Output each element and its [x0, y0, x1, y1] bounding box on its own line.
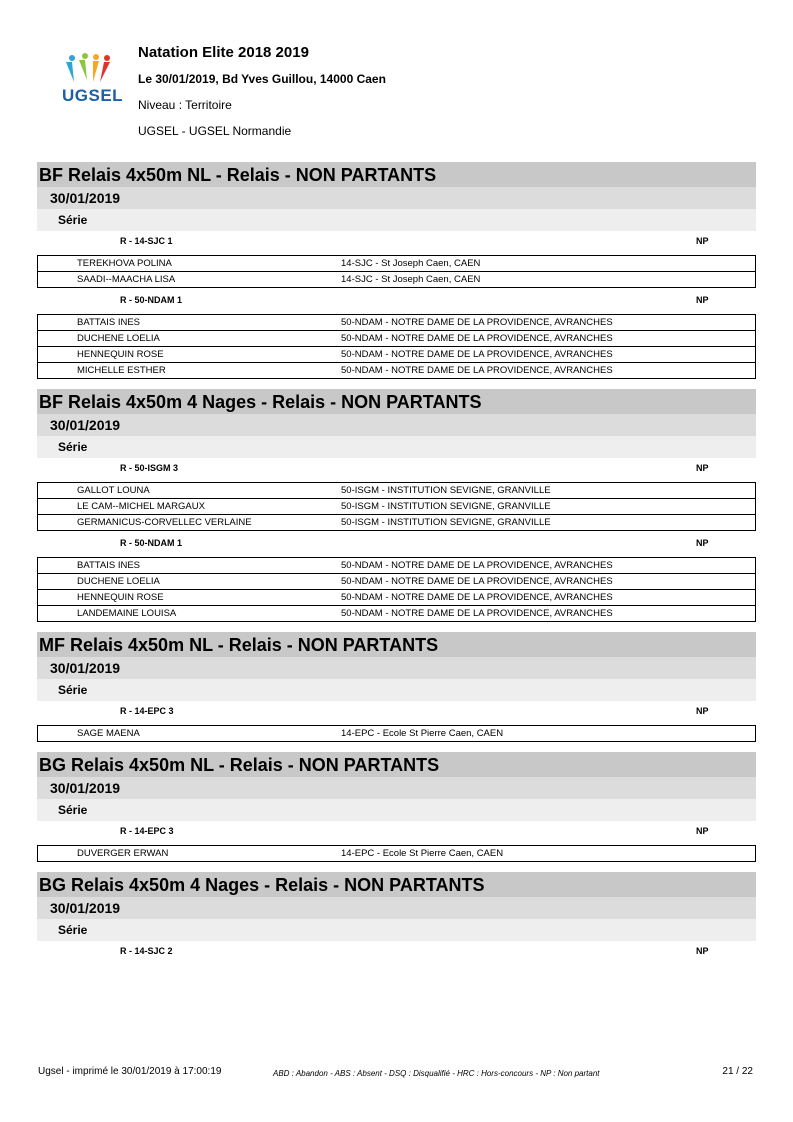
swimmer-club: 50-NDAM - NOTRE DAME DE LA PROVIDENCE, AVRANCHES	[341, 608, 613, 619]
event-title: MF Relais 4x50m NL - Relais - NON PARTANTS	[37, 632, 756, 657]
event-date: 30/01/2019	[37, 187, 756, 209]
swimmer-name: DUCHENE LOELIA	[77, 333, 160, 344]
swimmer-club: 50-NDAM - NOTRE DAME DE LA PROVIDENCE, AVRANCHES	[341, 317, 613, 328]
swimmer-club: 14-SJC - St Joseph Caen, CAEN	[341, 274, 481, 285]
event-title: BG Relais 4x50m 4 Nages - Relais - NON PARTANTS	[37, 872, 756, 897]
logo-text: UGSEL	[62, 86, 124, 105]
event-date: 30/01/2019	[37, 414, 756, 436]
team-row	[37, 821, 756, 845]
team-row	[37, 458, 756, 482]
swimmer-club: 50-NDAM - NOTRE DAME DE LA PROVIDENCE, AVRANCHES	[341, 560, 613, 571]
team-result: NP	[696, 236, 709, 246]
swimmer-row	[38, 558, 755, 573]
swimmer-name: MICHELLE ESTHER	[77, 365, 166, 376]
swimmer-club: 50-NDAM - NOTRE DAME DE LA PROVIDENCE, AVRANCHES	[341, 365, 613, 376]
swimmer-name: SAGE MAENA	[77, 728, 140, 739]
team-name: R - 14-SJC 1	[120, 236, 173, 246]
competition-title: Natation Elite 2018 2019	[138, 44, 309, 61]
swimmer-club: 14-EPC - Ecole St Pierre Caen, CAEN	[341, 728, 504, 739]
team-name: R - 50-ISGM 3	[120, 463, 179, 473]
page-header	[0, 0, 793, 160]
event-date: 30/01/2019	[37, 657, 756, 679]
swimmer-name: GERMANICUS-CORVELLEC VERLAINE	[77, 517, 252, 528]
team-row	[37, 231, 756, 255]
swimmer-name: HENNEQUIN ROSE	[77, 349, 164, 360]
swimmer-row	[38, 330, 755, 346]
event-title: BF Relais 4x50m NL - Relais - NON PARTANTS	[37, 162, 756, 187]
swimmer-row	[38, 362, 755, 378]
event-serie: Série	[37, 436, 756, 458]
event-serie: Série	[37, 799, 756, 821]
swimmer-name: DUVERGER ERWAN	[77, 848, 169, 859]
team-result: NP	[696, 538, 709, 548]
swimmer-table	[37, 255, 756, 288]
swimmer-row	[38, 271, 755, 287]
competition-level: Niveau : Territoire	[138, 98, 232, 112]
swimmer-club: 50-NDAM - NOTRE DAME DE LA PROVIDENCE, AVRANCHES	[341, 333, 613, 344]
swimmer-row	[38, 346, 755, 362]
swimmer-club: 50-NDAM - NOTRE DAME DE LA PROVIDENCE, AVRANCHES	[341, 349, 613, 360]
results-content	[37, 162, 756, 975]
swimmer-table	[37, 557, 756, 622]
swimmer-name: SAADI--MAACHA LISA	[77, 274, 176, 285]
event-block	[37, 872, 756, 965]
team-row	[37, 941, 756, 965]
swimmer-name: BATTAIS INES	[77, 317, 140, 328]
swimmer-name: GALLOT LOUNA	[77, 485, 150, 496]
event-title: BF Relais 4x50m 4 Nages - Relais - NON PARTANTS	[37, 389, 756, 414]
team-result: NP	[696, 826, 709, 836]
team-row	[37, 701, 756, 725]
swimmer-row	[38, 726, 755, 741]
swimmer-table	[37, 845, 756, 862]
event-block	[37, 389, 756, 622]
swimmer-club: 50-NDAM - NOTRE DAME DE LA PROVIDENCE, AVRANCHES	[341, 576, 613, 587]
team-result: NP	[696, 706, 709, 716]
team-result: NP	[696, 295, 709, 305]
team-result: NP	[696, 946, 709, 956]
swimmer-row	[38, 498, 755, 514]
swimmer-row	[38, 846, 755, 861]
competition-date-place: Le 30/01/2019, Bd Yves Guillou, 14000 Caen	[138, 72, 386, 86]
team-name: R - 14-SJC 2	[120, 946, 173, 956]
event-serie: Série	[37, 679, 756, 701]
swimmer-row	[38, 256, 755, 271]
event-date: 30/01/2019	[37, 777, 756, 799]
swimmer-table	[37, 725, 756, 742]
footer-page-number: 21 / 22	[722, 1066, 753, 1077]
event-serie: Série	[37, 919, 756, 941]
swimmer-club: 50-ISGM - INSTITUTION SEVIGNE, GRANVILLE	[341, 485, 551, 496]
swimmer-table	[37, 482, 756, 531]
event-block	[37, 632, 756, 742]
team-name: R - 14-EPC 3	[120, 706, 174, 716]
team-name: R - 50-NDAM 1	[120, 538, 183, 548]
footer-printed: Ugsel - imprimé le 30/01/2019 à 17:00:19	[38, 1066, 222, 1077]
event-block	[37, 162, 756, 379]
swimmer-row	[38, 514, 755, 530]
swimmer-name: BATTAIS INES	[77, 560, 140, 571]
swimmer-row	[38, 315, 755, 330]
swimmer-row	[38, 573, 755, 589]
team-name: R - 14-EPC 3	[120, 826, 174, 836]
swimmer-row	[38, 589, 755, 605]
swimmer-name: HENNEQUIN ROSE	[77, 592, 164, 603]
swimmer-name: LE CAM--MICHEL MARGAUX	[77, 501, 205, 512]
team-name: R - 50-NDAM 1	[120, 295, 183, 305]
swimmer-table	[37, 314, 756, 379]
event-title: BG Relais 4x50m NL - Relais - NON PARTANTS	[37, 752, 756, 777]
swimmer-name: LANDEMAINE LOUISA	[77, 608, 177, 619]
swimmer-club: 50-ISGM - INSTITUTION SEVIGNE, GRANVILLE	[341, 517, 551, 528]
swimmer-club: 50-ISGM - INSTITUTION SEVIGNE, GRANVILLE	[341, 501, 551, 512]
event-block	[37, 752, 756, 862]
team-row	[37, 290, 756, 314]
swimmer-club: 50-NDAM - NOTRE DAME DE LA PROVIDENCE, AVRANCHES	[341, 592, 613, 603]
event-date: 30/01/2019	[37, 897, 756, 919]
swimmer-club: 14-SJC - St Joseph Caen, CAEN	[341, 258, 481, 269]
team-result: NP	[696, 463, 709, 473]
footer-legend: ABD : Abandon - ABS : Absent - DSQ : Disqualifié - HRC : Hors-concours - NP : Non partant	[273, 1069, 600, 1078]
event-serie: Série	[37, 209, 756, 231]
swimmer-row	[38, 605, 755, 621]
team-row	[37, 533, 756, 557]
swimmer-name: TEREKHOVA POLINA	[77, 258, 172, 269]
swimmer-name: DUCHENE LOELIA	[77, 576, 160, 587]
competition-organization: UGSEL - UGSEL Normandie	[138, 124, 292, 138]
swimmer-row	[38, 483, 755, 498]
swimmer-club: 14-EPC - Ecole St Pierre Caen, CAEN	[341, 848, 504, 859]
